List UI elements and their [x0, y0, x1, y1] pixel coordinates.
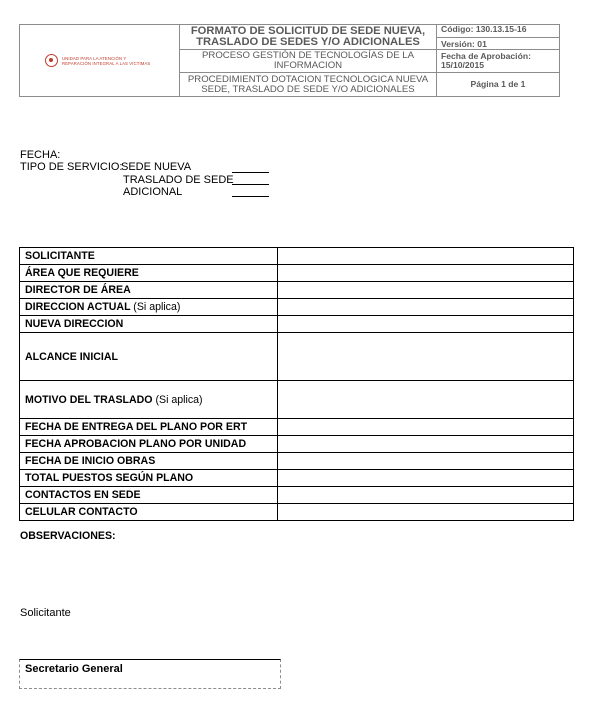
row-note: (Si aplica): [155, 393, 203, 406]
approval-date-cell: [437, 50, 560, 73]
row-value-field[interactable]: [278, 333, 574, 381]
table-row: [20, 381, 574, 419]
table-row: [20, 453, 574, 470]
option-traslado-sede: TRASLADO DE SEDE: [123, 174, 234, 186]
row-value-field[interactable]: [278, 248, 574, 265]
row-label: [20, 316, 278, 333]
secretario-signature-box[interactable]: [19, 659, 281, 689]
row-label: [20, 248, 278, 265]
row-value-field[interactable]: [278, 453, 574, 470]
row-label-text: SOLICITANTE: [25, 250, 95, 262]
tipo-servicio-label: TIPO DE SERVICIO:: [20, 161, 123, 173]
title-line-1: FORMATO DE SOLICITUD DE SEDE NUEVA,: [190, 25, 426, 37]
request-form-table: [19, 247, 574, 521]
title-line-2: TRASLADO DE SEDES Y/O ADICIONALES: [196, 36, 420, 48]
row-label: [20, 299, 278, 316]
table-row: [20, 470, 574, 487]
option-sede-nueva: SEDE NUEVA: [121, 161, 192, 173]
row-value-field[interactable]: [278, 299, 574, 316]
row-value-field[interactable]: [278, 487, 574, 504]
row-label-text: ALCANCE INICIAL: [25, 350, 118, 363]
row-value-field[interactable]: [278, 316, 574, 333]
process-name: [180, 50, 437, 73]
observaciones-label: OBSERVACIONES:: [20, 530, 116, 542]
row-value-field[interactable]: [278, 470, 574, 487]
row-label-text: FECHA DE ENTREGA DEL PLANO POR ERT: [25, 421, 248, 433]
procedure-line-1: PROCEDIMIENTO DOTACION TECNOLOGICA NUEVA: [187, 73, 429, 85]
secretario-label: Secretario General: [25, 663, 123, 675]
table-row: [20, 248, 574, 265]
row-label: [20, 504, 278, 521]
row-value-field[interactable]: [278, 419, 574, 436]
unit-logo-icon: [45, 54, 58, 67]
process-line-1: PROCESO GESTIÓN DE TECNOLOGÍAS DE LA: [202, 50, 414, 61]
page-number: Página 1 de 1: [470, 78, 526, 89]
row-label: [20, 487, 278, 504]
table-row: [20, 419, 574, 436]
row-label-text: NUEVA DIRECCION: [25, 318, 124, 330]
row-label-text: CONTACTOS EN SEDE: [25, 489, 141, 501]
row-label: [20, 470, 278, 487]
row-label: [20, 265, 278, 282]
approval-label: Fecha de Aprobación:: [441, 50, 531, 61]
document-code: Código: 130.13.15-16: [437, 25, 559, 38]
code-version-cell: [437, 25, 560, 50]
row-label: [20, 453, 278, 470]
logo-cell: [20, 25, 180, 97]
row-label-text: MOTIVO DEL TRASLADO: [25, 393, 156, 406]
process-line-2: INFORMACION: [273, 60, 343, 71]
row-note: (Si aplica): [133, 301, 181, 313]
document-title: [180, 25, 437, 50]
row-label: [20, 333, 278, 381]
row-label: [20, 436, 278, 453]
table-row: [20, 333, 574, 381]
document-version: Versión: 01: [441, 38, 487, 49]
approval-date: 15/10/2015: [441, 60, 485, 70]
row-value-field[interactable]: [278, 282, 574, 299]
table-row: [20, 436, 574, 453]
table-row: [20, 316, 574, 333]
row-label-text: DIRECCION ACTUAL: [25, 301, 134, 313]
table-row: [20, 299, 574, 316]
document-header: [19, 24, 560, 97]
procedure-line-2: SEDE, TRASLADO DE SEDE Y/O ADICIONALES: [201, 83, 415, 95]
row-label-text: DIRECTOR DE ÁREA: [25, 284, 131, 296]
row-label-text: FECHA APROBACION PLANO POR UNIDAD: [25, 438, 247, 450]
row-value-field[interactable]: [278, 265, 574, 282]
fecha-label: FECHA:: [20, 149, 61, 161]
table-row: [20, 282, 574, 299]
row-value-field[interactable]: [278, 381, 574, 419]
table-row: [20, 265, 574, 282]
option-adicional: ADICIONAL: [123, 186, 183, 198]
row-value-field[interactable]: [278, 504, 574, 521]
row-value-field[interactable]: [278, 436, 574, 453]
row-label: [20, 419, 278, 436]
table-row: [20, 487, 574, 504]
row-label: [20, 282, 278, 299]
sede-nueva-blank[interactable]: [232, 172, 269, 173]
row-label-text: CELULAR CONTACTO: [25, 506, 138, 518]
procedure-name: [180, 73, 437, 97]
page-number-cell: [437, 73, 560, 97]
row-label-text: ÁREA QUE REQUIERE: [25, 267, 139, 279]
table-row: [20, 504, 574, 521]
row-label: [20, 381, 278, 419]
logo-text: UNIDAD PARA LA ATENCIÓN Y REPARACIÓN INTEGRAL A LAS VÍCTIMAS: [62, 55, 151, 66]
solicitante-signature-label: Solicitante: [20, 607, 71, 619]
row-label-text: TOTAL PUESTOS SEGÚN PLANO: [25, 472, 194, 484]
traslado-blank[interactable]: [232, 184, 269, 185]
row-label-text: FECHA DE INICIO OBRAS: [25, 455, 156, 467]
adicional-blank[interactable]: [232, 196, 269, 197]
